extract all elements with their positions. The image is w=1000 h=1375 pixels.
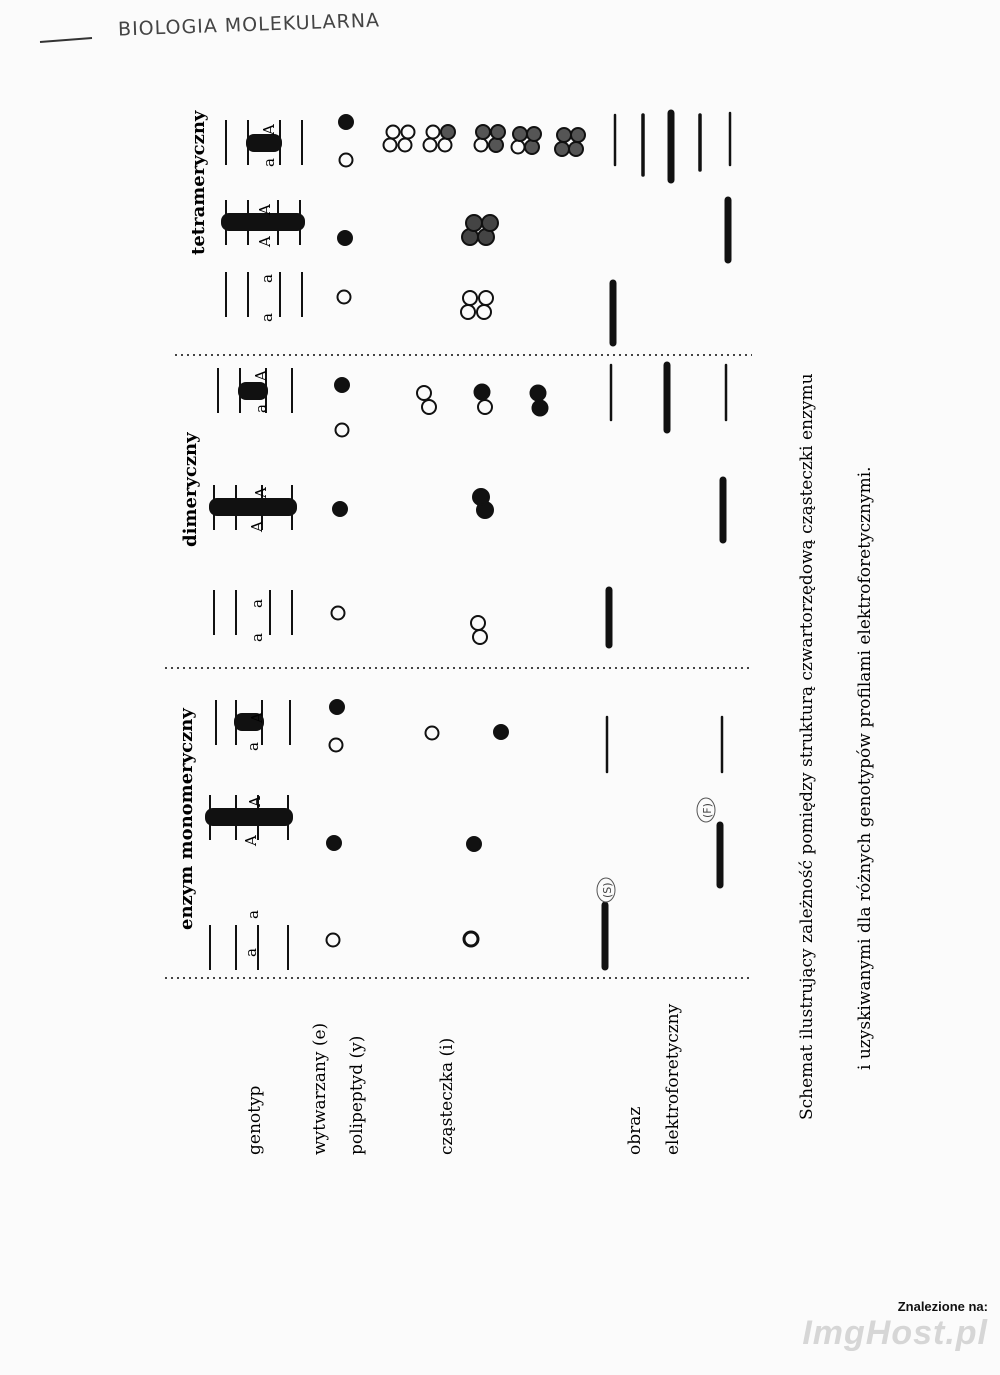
allele-letters bbox=[242, 124, 278, 957]
polypeptide-dots bbox=[327, 115, 354, 947]
row-label-produced-1: wytwarzany (e) bbox=[310, 1022, 330, 1155]
allele-A: A bbox=[252, 370, 270, 381]
row-label-molecule: cząsteczka (i) bbox=[437, 1037, 457, 1155]
allele-A: A bbox=[248, 712, 266, 723]
allele-a: a bbox=[248, 633, 266, 642]
allele-a: a bbox=[258, 313, 276, 322]
pen-stroke bbox=[40, 38, 92, 42]
allele-a: a bbox=[260, 158, 278, 167]
allele-A: A bbox=[242, 835, 260, 846]
heading-dimeric: dimeryczny bbox=[180, 432, 201, 547]
caption-line-1: Schemat ilustrujący zależność pomiędzy strukturą czwartorzędową cząsteczki enzymu bbox=[797, 373, 817, 1120]
allele-a: a bbox=[242, 948, 260, 957]
molecule-shapes bbox=[384, 125, 586, 946]
allele-a: a bbox=[248, 599, 266, 608]
row-label-produced-2: polipeptyd (y) bbox=[347, 1035, 367, 1155]
allele-a: a bbox=[244, 742, 262, 751]
allele-A: A bbox=[248, 521, 266, 532]
handwritten-annotations bbox=[597, 798, 715, 902]
row-label-genotype: genotyp bbox=[245, 1085, 265, 1155]
heading-monomeric: enzym monomeryczny bbox=[176, 708, 197, 930]
caption-line-2: i uzyskiwanymi dla różnych genotypów profilami elektroforetycznymi. bbox=[855, 466, 875, 1070]
annotation-fast: (F) bbox=[701, 803, 714, 818]
row-label-electro-2: elektroforetyczny bbox=[663, 1003, 683, 1155]
watermark-logo: ImgHost.pl bbox=[802, 1314, 988, 1352]
annotation-slow: (S) bbox=[601, 882, 614, 898]
section-separators bbox=[165, 355, 752, 978]
handwritten-header: BIOLOGIA MOLEKULARNA bbox=[117, 9, 381, 41]
electrophoresis-bands bbox=[605, 113, 730, 967]
allele-a: a bbox=[244, 910, 262, 919]
allele-A: A bbox=[256, 236, 274, 247]
watermark-label: Znalezione na: bbox=[897, 1299, 988, 1314]
row-label-electro-1: obraz bbox=[625, 1106, 645, 1155]
heading-tetrameric: tetrameryczny bbox=[188, 110, 209, 255]
allele-A: A bbox=[246, 796, 264, 807]
watermark bbox=[758, 1299, 988, 1353]
allele-A: A bbox=[252, 487, 270, 498]
allele-A: A bbox=[260, 124, 278, 135]
allele-A: A bbox=[256, 204, 274, 215]
allele-a: a bbox=[258, 274, 276, 283]
allele-a: a bbox=[252, 404, 270, 413]
